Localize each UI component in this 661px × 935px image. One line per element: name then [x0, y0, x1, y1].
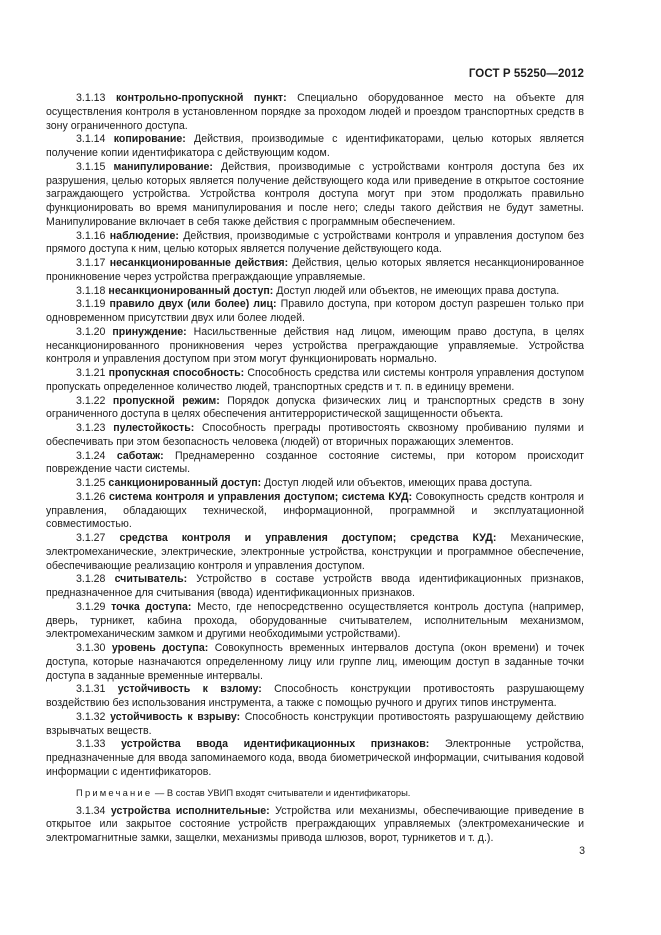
item-text: Устройства или механизмы, обеспечивающие приведение в открытое или закрытое состояние устройств преграждающих управляемых (электромеханические и электромагнитные замки, защелки, механизмы привода шлюзов, ворот, турникетов и т. д.). — [46, 804, 584, 844]
item-text: Способность конструкции противостоять разрушающему действию взрывчатых веществ. — [46, 710, 584, 737]
item-number: 3.1.18 — [76, 284, 106, 297]
item-number: 3.1.21 — [76, 367, 106, 379]
definition-item — [46, 491, 584, 532]
item-number: 3.1.14 — [76, 133, 106, 146]
item-number: 3.1.19 — [76, 298, 106, 311]
document-body — [46, 92, 584, 846]
item-number: 3.1.24 — [76, 449, 106, 462]
item-text: Действия, производимые с устройствами контроля доступа без их разрушения, целью которых является получение действующего кода или приведение в открытое состояние заграждающего устройства. Устройства контроля доступа могут при этом продолжать правильно функционировать во время манипулирования и после него; следы такого действия не будут заметны. Манипулирование включает в себя также действия с программным обеспечением. — [46, 160, 584, 228]
item-text: Способность конструкции противостоять разрушающему воздействию без использования инструмента, а также с помощью ручного и других типов инструмента. — [46, 683, 584, 709]
item-text: Механические, электромеханические, электрические, электронные устройства, конструкции и программное обеспечение, обеспечивающие реализацию контроля и управления доступом. — [46, 532, 584, 572]
item-number: 3.1.32 — [76, 710, 106, 723]
item-term: уровень доступа: — [111, 642, 209, 654]
item-term: наблюдение: — [109, 229, 179, 242]
item-number: 3.1.15 — [76, 160, 106, 173]
item-number: 3.1.30 — [76, 642, 106, 654]
definition-item — [46, 450, 584, 478]
definition-item — [46, 601, 584, 642]
definition-item — [46, 805, 584, 846]
item-term: копирование: — [113, 133, 186, 146]
item-text: Электронные устройства, предназначенные для ввода запоминаемого кода, ввода биометрической информации, считывания кодовой информации с идентификаторов. — [46, 738, 584, 778]
definition-item — [46, 326, 584, 367]
item-number: 3.1.16 — [76, 229, 106, 242]
definition-item — [46, 711, 584, 739]
item-text: Порядок допуска физических лиц и транспортных средств в зону ограниченного доступа в целях обеспечения антитеррористической защищенности объекта. — [46, 394, 584, 421]
definition-item — [46, 422, 584, 450]
item-term: точка доступа: — [111, 600, 192, 613]
definition-item — [46, 532, 584, 573]
item-term: пропускная способность: — [108, 367, 245, 379]
note-text: — В состав УВИП входят считыватели и идентификаторы. — [154, 786, 411, 798]
item-number: 3.1.23 — [76, 422, 106, 434]
item-text: Место, где непосредственно осуществляется контроль доступа (например, дверь, турникет, кабина прохода, оборудованные считывателем, исполнительным механизмом, электромеханическим замком и другими необходимыми устройствами). — [46, 600, 584, 641]
item-text: Способность средства или системы контроля управления доступом пропускать определенное количество людей, транспортных средств и т. п. в единицу времени. — [46, 367, 584, 393]
definitions-list — [46, 92, 584, 780]
item-term: манипулирование: — [113, 160, 213, 173]
note — [46, 786, 584, 799]
definition-item — [46, 298, 584, 326]
item-number: 3.1.25 — [76, 477, 106, 489]
item-number: 3.1.20 — [76, 325, 106, 338]
item-number: 3.1.28 — [76, 573, 106, 586]
item-term: несанкционированный доступ: — [108, 284, 274, 297]
definition-item — [46, 133, 584, 161]
note-label: Примечание — [76, 786, 153, 798]
item-term: устройства ввода идентификационных признаков: — [121, 738, 430, 751]
item-number: 3.1.26 — [76, 490, 106, 503]
definition-item — [46, 642, 584, 683]
item-number: 3.1.27 — [76, 532, 106, 544]
definition-item — [46, 738, 584, 779]
item-term: санкционированный доступ: — [108, 477, 262, 489]
item-number: 3.1.31 — [76, 683, 106, 696]
item-text: Действия, целью которых является несанкционированное проникновение через устройства преграждающие управляемые. — [46, 257, 584, 283]
definition-item — [46, 683, 584, 711]
item-text: Действия, производимые с идентификаторами, целью которых является получение копии идентификатора с действующим кодом. — [46, 133, 585, 159]
document-number: ГОСТ Р 55250—2012 — [468, 68, 584, 80]
item-number: 3.1.13 — [76, 92, 106, 104]
item-term: средства контроля и управления доступом; средства КУД: — [119, 532, 497, 544]
item-text: Преднамеренно созданное состояние системы, при котором происходит повреждение части системы. — [46, 449, 584, 476]
item-number: 3.1.17 — [76, 257, 106, 269]
item-text: Насильственные действия над лицом, имеющим право доступа, в целях несанкционированного проникновения через устройства преграждающие управляемые. Устройства контроля и управления доступом при этом могут функционировать нормально. — [46, 325, 585, 366]
definition-item — [46, 257, 584, 285]
item-term: принуждение: — [112, 325, 187, 338]
item-number: 3.1.33 — [76, 738, 106, 751]
definition-item — [46, 395, 584, 423]
definition-item — [46, 367, 584, 395]
item-text: Доступ людей или объектов, не имеющих права доступа. — [276, 284, 560, 297]
item-text: Специально оборудованное место на объекте для осуществления контроля в установленном порядке за проходом людей и проездом транспортных средств в зону ограниченного доступа. — [46, 92, 584, 132]
item-text: Устройство в составе устройств ввода идентификационных признаков, предназначенное для считывания (ввода) идентификационных признаков. — [46, 573, 584, 599]
item-term: устройства исполнительные: — [110, 804, 270, 817]
item-term: контрольно-пропускной пункт: — [115, 92, 287, 104]
item-number: 3.1.29 — [76, 600, 106, 613]
item-term: саботаж: — [116, 449, 164, 462]
item-term: пропускной режим: — [112, 394, 220, 407]
definition-item — [46, 573, 584, 601]
item-term: несанкционированные действия: — [109, 257, 289, 269]
page-number: 3 — [579, 845, 585, 857]
item-text: Совокупность средств контроля и управления, обладающих технической, информационной, программной и эксплуатационной совместимостью. — [46, 490, 584, 531]
item-term: система контроля и управления доступом; система КУД: — [109, 490, 413, 503]
definition-item — [46, 230, 584, 258]
item-term: считыватель: — [114, 573, 188, 586]
item-term: устойчивость к взрыву: — [110, 710, 241, 723]
item-text: Правило доступа, при котором доступ разрешен только при одновременном присутствии двух или более людей. — [46, 298, 584, 324]
item-number: 3.1.22 — [76, 394, 106, 407]
item-text: Действия, производимые с устройствами контроля и управления доступом без прямого доступа к ним, целью которых является получение действующего кода. — [46, 229, 584, 256]
item-text: Доступ людей или объектов, имеющих права доступа. — [264, 477, 533, 489]
definition-item — [46, 285, 584, 299]
item-term: пулестойкость: — [113, 422, 195, 434]
item-text: Способность преграды противостоять сквозному пробиванию пулями и обеспечивать при этом безопасность человека (людей) от вторичных поражающих элементов. — [46, 422, 584, 448]
definition-item — [46, 161, 584, 230]
definition-item — [46, 477, 584, 491]
item-term: правило двух (или более) лиц: — [109, 298, 277, 311]
item-term: устойчивость к взлому: — [117, 683, 262, 696]
definition-item — [46, 92, 584, 133]
item-number: 3.1.34 — [76, 804, 106, 817]
item-text: Совокупность временных интервалов доступа (окон времени) и точек доступа, которые назначаются определенному лицу или группе лиц, имеющим доступ в заданные точки доступа в заданные временные интервалы. — [46, 642, 584, 682]
